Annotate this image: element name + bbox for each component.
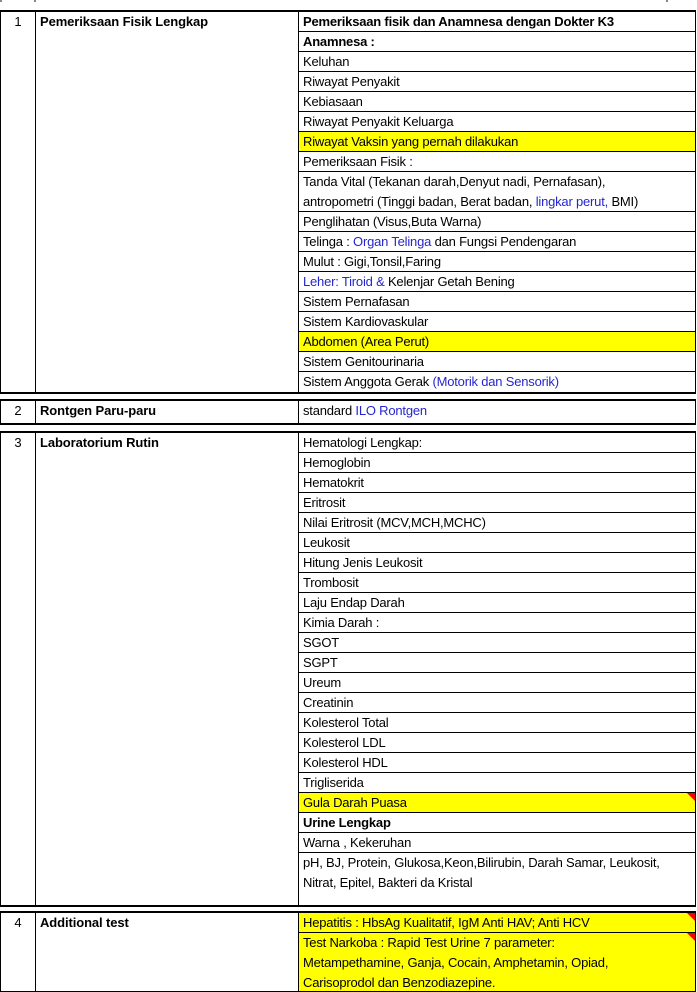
detail-row (299, 292, 695, 312)
detail-row (299, 853, 695, 905)
cell-line (303, 953, 695, 973)
detail-row (299, 372, 695, 392)
category-cell: Laboratorium Rutin (36, 433, 299, 905)
cell-text: Ureum (303, 675, 342, 690)
hyperlink-text[interactable]: Leher: Tiroid & (303, 274, 385, 289)
cell-text: Hemoglobin (303, 455, 371, 470)
cell-text: Laju Endap Darah (303, 595, 405, 610)
detail-row (299, 753, 695, 773)
cell-line (303, 633, 695, 653)
category-cell: Additional test (36, 913, 299, 991)
highlighted-row (299, 933, 695, 991)
detail-row (299, 272, 695, 292)
hyperlink-text[interactable]: ILO Rontgen (355, 403, 427, 418)
cell-line (303, 433, 695, 453)
hyperlink-text[interactable]: lingkar perut, (535, 194, 609, 209)
cell-line (303, 613, 695, 633)
cell-line (303, 973, 695, 992)
cell-line (303, 212, 695, 232)
border-artifact (0, 0, 2, 2)
cell-line (303, 673, 695, 693)
cell-text: Sistem Kardiovaskular (303, 314, 429, 329)
cell-line (303, 352, 695, 372)
cell-text: Pemeriksaan Fisik : (303, 154, 413, 169)
cell-text: Keluhan (303, 54, 350, 69)
cell-text: Urine Lengkap (303, 815, 391, 830)
cell-text: Creatinin (303, 695, 354, 710)
detail-row (299, 172, 695, 212)
cell-text: Carisoprodol dan Benzodiazepine. (303, 975, 496, 990)
cell-text: Hepatitis : HbsAg Kualitatif, IgM Anti HAV; Anti HCV (303, 915, 590, 930)
detail-row (299, 212, 695, 232)
detail-row (299, 92, 695, 112)
cell-line (303, 833, 695, 853)
cell-text: Kolesterol Total (303, 715, 389, 730)
highlighted-row (299, 332, 695, 352)
cell-text: SGOT (303, 635, 340, 650)
detail-row (299, 112, 695, 132)
cell-line (303, 312, 695, 332)
detail-row (299, 773, 695, 793)
cell-line (303, 513, 695, 533)
cell-text: Eritrosit (303, 495, 346, 510)
detail-column (299, 433, 695, 905)
detail-row (299, 813, 695, 833)
cell-text: BMI) (608, 194, 639, 209)
cell-text: Sistem Genitourinaria (303, 354, 424, 369)
detail-row (299, 533, 695, 553)
detail-row (299, 553, 695, 573)
cell-line (303, 913, 695, 933)
section-2 (0, 399, 696, 425)
detail-row (299, 352, 695, 372)
cell-text: Penglihatan (Visus,Buta Warna) (303, 214, 482, 229)
highlighted-row (299, 913, 695, 933)
cell-line (303, 12, 695, 32)
cell-line (303, 693, 695, 713)
row-number: 2 (1, 401, 36, 423)
cell-line (303, 192, 695, 212)
row-number: 1 (1, 12, 36, 392)
cell-line (303, 372, 695, 392)
cell-line (303, 172, 695, 192)
cell-text: Kelenjar Getah Bening (384, 274, 515, 289)
cell-text: Anamnesa : (303, 34, 375, 49)
row-number: 4 (1, 913, 36, 991)
cell-line (303, 713, 695, 733)
cell-text: Hematologi Lengkap: (303, 435, 423, 450)
cell-line (303, 401, 695, 422)
cell-line (303, 873, 695, 893)
border-artifact (34, 0, 36, 2)
table-root (0, 10, 696, 992)
detail-row (299, 693, 695, 713)
cell-line (303, 653, 695, 673)
section-3 (0, 431, 696, 907)
border-artifact (666, 0, 668, 2)
detail-row (299, 232, 695, 252)
cell-text: Gula Darah Puasa (303, 795, 407, 810)
cell-text: Metampethamine, Ganja, Cocain, Amphetamin, Opiad, (303, 955, 609, 970)
detail-row (299, 713, 695, 733)
cell-line (303, 132, 695, 152)
cell-text: Warna , Kekeruhan (303, 835, 412, 850)
cell-line (303, 853, 695, 873)
cell-text: Nilai Eritrosit (MCV,MCH,MCHC) (303, 515, 486, 530)
detail-column (299, 913, 695, 991)
cell-line (303, 453, 695, 473)
cell-text: Tanda Vital (Tekanan darah,Denyut nadi, Pernafasan), (303, 174, 606, 189)
detail-row (299, 252, 695, 272)
comment-indicator-icon[interactable] (687, 933, 695, 941)
section-1 (0, 10, 696, 394)
cell-text: Kimia Darah : (303, 615, 380, 630)
highlighted-row (299, 793, 695, 813)
cell-text: Kebiasaan (303, 94, 363, 109)
cell-line (303, 92, 695, 112)
section-4 (0, 911, 696, 992)
cell-line (303, 52, 695, 72)
detail-row (299, 593, 695, 613)
highlighted-row (299, 132, 695, 152)
cell-line (303, 573, 695, 593)
cell-line (303, 32, 695, 52)
cell-text: Sistem Anggota Gerak (303, 374, 433, 389)
cell-text: antropometri (Tinggi badan, Berat badan, (303, 194, 536, 209)
cell-line (303, 813, 695, 833)
cell-line (303, 332, 695, 352)
detail-row (299, 32, 695, 52)
detail-row (299, 401, 695, 423)
cell-text: Riwayat Penyakit Keluarga (303, 114, 454, 129)
detail-column (299, 401, 695, 423)
cell-text: Pemeriksaan fisik dan Anamnesa dengan Dokter K3 (303, 14, 614, 29)
cell-line (303, 112, 695, 132)
detail-row (299, 673, 695, 693)
cell-text: Leukosit (303, 535, 350, 550)
detail-row (299, 12, 695, 32)
detail-row (299, 613, 695, 633)
detail-row (299, 833, 695, 853)
cell-line (303, 152, 695, 172)
cell-text: Sistem Pernafasan (303, 294, 410, 309)
cell-text: standard (303, 403, 356, 418)
cell-text: Telinga : (303, 234, 354, 249)
detail-row (299, 152, 695, 172)
cell-line (303, 292, 695, 312)
hyperlink-text[interactable]: (Motorik dan Sensorik) (432, 374, 559, 389)
detail-row (299, 493, 695, 513)
cell-text: Nitrat, Epitel, Bakteri da Kristal (303, 875, 473, 890)
hyperlink-text[interactable]: Organ Telinga (353, 234, 432, 249)
cell-line (303, 232, 695, 252)
cell-text: SGPT (303, 655, 338, 670)
cell-text: Kolesterol LDL (303, 735, 386, 750)
detail-row (299, 52, 695, 72)
cell-line (303, 593, 695, 613)
cell-text: Riwayat Penyakit (303, 74, 400, 89)
cell-text: pH, BJ, Protein, Glukosa,Keon,Bilirubin, Darah Samar, Leukosit, (303, 855, 660, 870)
cell-line (303, 733, 695, 753)
cell-text: Mulut : Gigi,Tonsil,Faring (303, 254, 441, 269)
cell-line (303, 493, 695, 513)
detail-row (299, 733, 695, 753)
detail-row (299, 513, 695, 533)
cell-line (303, 533, 695, 553)
detail-row (299, 573, 695, 593)
cell-line (303, 72, 695, 92)
detail-row (299, 653, 695, 673)
detail-row (299, 312, 695, 332)
cell-line (303, 553, 695, 573)
detail-row (299, 72, 695, 92)
cell-line (303, 933, 695, 953)
cell-text: dan Fungsi Pendengaran (431, 234, 577, 249)
cell-line (303, 793, 695, 813)
comment-indicator-icon[interactable] (687, 913, 695, 921)
cell-line (303, 252, 695, 272)
cell-text: Abdomen (Area Perut) (303, 334, 430, 349)
category-cell: Rontgen Paru-paru (36, 401, 299, 423)
row-number: 3 (1, 433, 36, 905)
cell-line (303, 773, 695, 793)
cell-text: Hematokrit (303, 475, 364, 490)
cell-text: Kolesterol HDL (303, 755, 388, 770)
cell-line (303, 473, 695, 493)
cell-text: Hitung Jenis Leukosit (303, 555, 423, 570)
detail-row (299, 453, 695, 473)
detail-row (299, 633, 695, 653)
detail-row (299, 433, 695, 453)
cell-line (303, 272, 695, 292)
detail-column (299, 12, 695, 392)
comment-indicator-icon[interactable] (687, 793, 695, 801)
cell-line (303, 753, 695, 773)
category-cell: Pemeriksaan Fisik Lengkap (36, 12, 299, 392)
cell-text: Trombosit (303, 575, 359, 590)
cell-text: Trigliserida (303, 775, 364, 790)
detail-row (299, 473, 695, 493)
cell-text: Riwayat Vaksin yang pernah dilakukan (303, 134, 519, 149)
cell-text: Test Narkoba : Rapid Test Urine 7 parameter: (303, 935, 555, 950)
